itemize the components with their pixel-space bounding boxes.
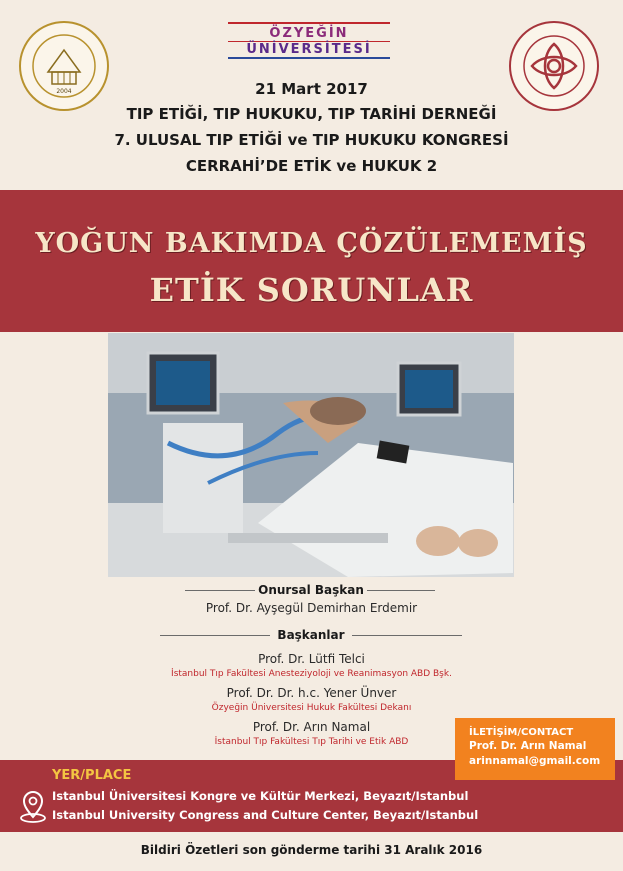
chair-name-2: Prof. Dr. Dr. h.c. Yener Ünver: [226, 686, 397, 700]
association-seal-logo: [18, 20, 110, 112]
honorary-divider-right: [367, 590, 435, 591]
event-date: 21 Mart 2017: [255, 80, 368, 98]
contact-email[interactable]: arinnamal@gmail.com: [469, 755, 601, 767]
chair-name-3: Prof. Dr. Arın Namal: [252, 720, 371, 734]
chairs-head: Başkanlar: [277, 628, 345, 642]
title-band: [0, 190, 623, 332]
ozyegin-logo-line1: ÖZYEĞİN: [269, 26, 349, 41]
honorary-head: Onursal Başkan: [258, 583, 364, 597]
contact-head: İLETİŞİM/CONTACT: [469, 727, 574, 738]
location-pin-icon: [18, 790, 48, 824]
chairs-divider-left: [160, 635, 270, 636]
chair-aff-3: İstanbul Tıp Fakültesi Tıp Tarihi ve Etik ABD: [214, 737, 409, 747]
ozyegin-logo: [228, 22, 390, 62]
chair-name-1: Prof. Dr. Lütfi Telci: [258, 652, 365, 666]
chair-aff-2: Özyeğin Üniversitesi Hukuk Fakültesi Dekanı: [211, 703, 412, 713]
istanbul-medicine-seal-logo: [508, 20, 600, 112]
congress-theme: CERRAHİ’DE ETİK ve HUKUK 2: [185, 157, 438, 175]
place-en: Istanbul University Congress and Culture Center, Beyazıt/Istanbul: [52, 808, 479, 822]
place-head: YER/PLACE: [52, 768, 132, 783]
chair-aff-1: İstanbul Tıp Fakültesi Anesteziyoloji ve Reanimasyon ABD Bşk.: [171, 669, 452, 679]
contact-box: [455, 718, 615, 780]
honorary-name: Prof. Dr. Ayşegül Demirhan Erdemir: [205, 601, 418, 615]
congress-name: 7. ULUSAL TIP ETİĞİ ve TIP HUKUKU KONGRESİ: [114, 131, 509, 149]
ozyegin-logo-line2: ÜNİVERSİTESİ: [246, 42, 372, 57]
place-tr: Istanbul Üniversitesi Kongre ve Kültür Merkezi, Beyazıt/Istanbul: [52, 789, 469, 803]
title-line1: YOĞUN BAKIMDA ÇÖZÜLEMEMİŞ: [35, 228, 588, 259]
title-line2: ETİK SORUNLAR: [149, 271, 474, 309]
honorary-divider-left: [185, 590, 255, 591]
deadline-text: Bildiri Özetleri son gönderme tarihi 31 Aralık 2016: [140, 843, 483, 857]
contact-name: Prof. Dr. Arın Namal: [469, 740, 587, 752]
icu-photo: [108, 333, 514, 577]
association-name: TIP ETİĞİ, TIP HUKUKU, TIP TARİHİ DERNEĞİ: [126, 105, 497, 123]
chairs-divider-right: [352, 635, 462, 636]
svg-text:2004: 2004: [56, 88, 72, 95]
